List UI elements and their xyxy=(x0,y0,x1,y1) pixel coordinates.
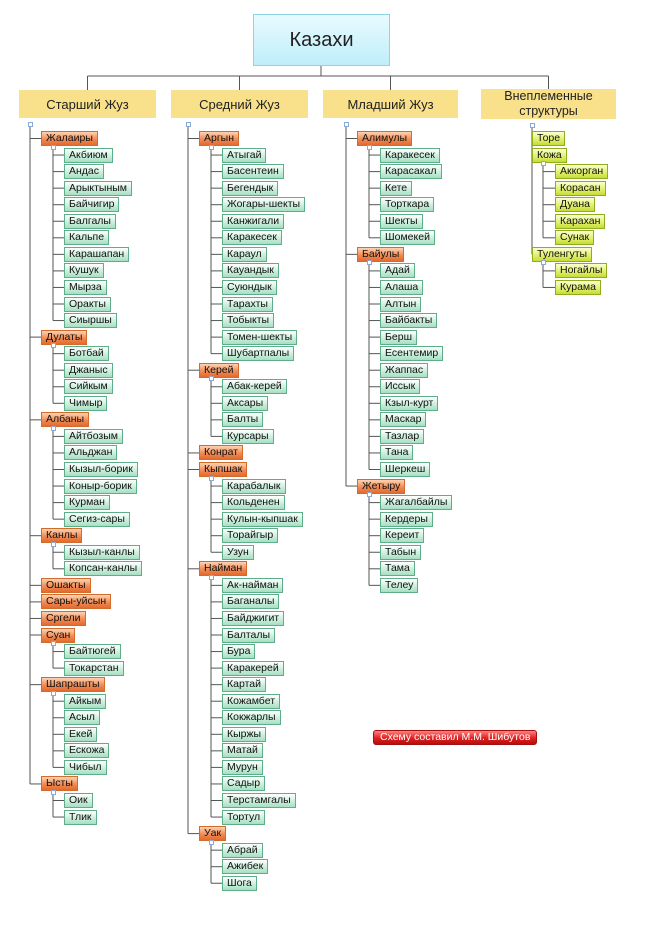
subclan-node: Байбакты xyxy=(380,313,437,328)
zhuz-header: Старший Жуз xyxy=(19,90,156,118)
subclan-node: Кожамбет xyxy=(222,694,280,709)
subclan-node: Аксары xyxy=(222,396,268,411)
collapse-toggle-icon[interactable] xyxy=(51,343,56,348)
collapse-toggle-icon[interactable] xyxy=(186,122,191,127)
clan-node: Конрат xyxy=(199,445,243,460)
clan-node: Шапрашты xyxy=(41,677,105,692)
subclan-node: Алаша xyxy=(380,280,423,295)
subclan-node: Балгалы xyxy=(64,214,116,229)
subclan-node: Кыржы xyxy=(222,727,266,742)
clan-node: Жетыру xyxy=(357,479,405,494)
collapse-toggle-icon[interactable] xyxy=(51,691,56,696)
subclan-node: Узун xyxy=(222,545,254,560)
zhuz-header: Средний Жуз xyxy=(171,90,308,118)
clan-node: Керей xyxy=(199,363,239,378)
subclan-node: Айкым xyxy=(64,694,106,709)
subclan-node: Балталы xyxy=(222,628,275,643)
subclan-node: Карахан xyxy=(555,214,605,229)
subclan-node: Баганалы xyxy=(222,594,279,609)
subclan-node: Мырза xyxy=(64,280,107,295)
subclan-node: Оик xyxy=(64,793,93,808)
subclan-node: Кальпе xyxy=(64,230,109,245)
author-label: Схему составил М.М. Шибутов xyxy=(373,730,537,745)
subclan-node: Сийкым xyxy=(64,379,113,394)
collapse-toggle-icon[interactable] xyxy=(209,575,214,580)
subclan-node: Курсары xyxy=(222,429,274,444)
subclan-node: Басентеин xyxy=(222,164,284,179)
subclan-node: Каракесек xyxy=(380,148,440,163)
subclan-node: Тортул xyxy=(222,810,265,825)
subclan-node: Аккорган xyxy=(555,164,608,179)
subclan-node: Айтбозым xyxy=(64,429,123,444)
subclan-node: Ескожа xyxy=(64,743,109,758)
subclan-node: Телеу xyxy=(380,578,418,593)
subclan-node: Кушук xyxy=(64,263,104,278)
subclan-node: Кольденен xyxy=(222,495,285,510)
collapse-toggle-icon[interactable] xyxy=(51,641,56,646)
subclan-node: Бегендык xyxy=(222,181,278,196)
clan-node: Торе xyxy=(532,131,565,146)
subclan-node: Коныр-борик xyxy=(64,479,137,494)
collapse-toggle-icon[interactable] xyxy=(209,840,214,845)
clan-node: Уак xyxy=(199,826,226,841)
subclan-node: Курман xyxy=(64,495,110,510)
collapse-toggle-icon[interactable] xyxy=(51,542,56,547)
clan-node: Канлы xyxy=(41,528,82,543)
collapse-toggle-icon[interactable] xyxy=(51,790,56,795)
subclan-node: Картай xyxy=(222,677,266,692)
subclan-node: Томен-шекты xyxy=(222,330,297,345)
subclan-node: Каракесек xyxy=(222,230,282,245)
subclan-node: Торайгыр xyxy=(222,528,278,543)
subclan-node: Курама xyxy=(555,280,601,295)
clan-node: Ошакты xyxy=(41,578,91,593)
subclan-node: Жогары-шекты xyxy=(222,197,305,212)
subclan-node: Атыгай xyxy=(222,148,266,163)
collapse-toggle-icon[interactable] xyxy=(51,426,56,431)
subclan-node: Андас xyxy=(64,164,104,179)
clan-node: Ысты xyxy=(41,776,78,791)
subclan-node: Абрай xyxy=(222,843,263,858)
subclan-node: Терстамгалы xyxy=(222,793,296,808)
subclan-node: Байчигир xyxy=(64,197,119,212)
subclan-node: Шеркеш xyxy=(380,462,430,477)
subclan-node: Садыр xyxy=(222,776,265,791)
subclan-node: Ажибек xyxy=(222,859,268,874)
subclan-node: Оракты xyxy=(64,297,111,312)
subclan-node: Шога xyxy=(222,876,257,891)
subclan-node: Тазлар xyxy=(380,429,424,444)
subclan-node: Суюндык xyxy=(222,280,277,295)
collapse-toggle-icon[interactable] xyxy=(209,476,214,481)
subclan-node: Сунак xyxy=(555,230,594,245)
subclan-node: Кауандык xyxy=(222,263,279,278)
subclan-node: Копсан-канлы xyxy=(64,561,142,576)
clan-node: Сары-уйсын xyxy=(41,594,111,609)
subclan-node: Кызыл-борик xyxy=(64,462,138,477)
clan-node: Туленгуты xyxy=(532,247,592,262)
subclan-node: Карашапан xyxy=(64,247,129,262)
subclan-node: Кокжарлы xyxy=(222,710,281,725)
subclan-node: Шубартпалы xyxy=(222,346,294,361)
subclan-node: Берш xyxy=(380,330,417,345)
subclan-node: Есентемир xyxy=(380,346,443,361)
subclan-node: Шекты xyxy=(380,214,423,229)
subclan-node: Тана xyxy=(380,445,413,460)
subclan-node: Ак-найман xyxy=(222,578,283,593)
subclan-node: Адай xyxy=(380,263,415,278)
subclan-node: Альджан xyxy=(64,445,117,460)
subclan-node: Бура xyxy=(222,644,255,659)
subclan-node: Балты xyxy=(222,412,263,427)
subclan-node: Байтюгей xyxy=(64,644,121,659)
subclan-node: Асыл xyxy=(64,710,100,725)
subclan-node: Мурун xyxy=(222,760,263,775)
collapse-toggle-icon[interactable] xyxy=(541,161,546,166)
collapse-toggle-icon[interactable] xyxy=(51,145,56,150)
collapse-toggle-icon[interactable] xyxy=(541,260,546,265)
subclan-node: Ногайлы xyxy=(555,263,607,278)
subclan-node: Табын xyxy=(380,545,421,560)
root-node: Казахи xyxy=(253,14,390,66)
clan-node: Жалаиры xyxy=(41,131,98,146)
subclan-node: Джаныс xyxy=(64,363,113,378)
collapse-toggle-icon[interactable] xyxy=(367,492,372,497)
subclan-node: Арыктыным xyxy=(64,181,132,196)
subclan-node: Екей xyxy=(64,727,97,742)
subclan-node: Шомекей xyxy=(380,230,435,245)
collapse-toggle-icon[interactable] xyxy=(209,376,214,381)
subclan-node: Жагалбайлы xyxy=(380,495,452,510)
subclan-node: Сиыршы xyxy=(64,313,117,328)
subclan-node: Карабалык xyxy=(222,479,286,494)
subclan-node: Карасакал xyxy=(380,164,442,179)
subclan-node: Корасан xyxy=(555,181,606,196)
collapse-toggle-icon[interactable] xyxy=(530,123,535,128)
subclan-node: Кзыл-курт xyxy=(380,396,438,411)
collapse-toggle-icon[interactable] xyxy=(367,260,372,265)
clan-node: Суан xyxy=(41,628,75,643)
subclan-node: Иссык xyxy=(380,379,420,394)
subclan-node: Канжигали xyxy=(222,214,284,229)
subclan-node: Жаппас xyxy=(380,363,428,378)
subclan-node: Токарстан xyxy=(64,661,124,676)
clan-node: Кожа xyxy=(532,148,567,163)
subclan-node: Абак-керей xyxy=(222,379,287,394)
zhuz-header: Внеплеменные структуры xyxy=(481,89,616,119)
collapse-toggle-icon[interactable] xyxy=(209,145,214,150)
clan-node: Кыпшак xyxy=(199,462,247,477)
subclan-node: Кете xyxy=(380,181,412,196)
subclan-node: Чимыр xyxy=(64,396,107,411)
subclan-node: Тлик xyxy=(64,810,97,825)
clan-node: Найман xyxy=(199,561,247,576)
subclan-node: Ботбай xyxy=(64,346,109,361)
subclan-node: Тама xyxy=(380,561,415,576)
subclan-node: Караул xyxy=(222,247,267,262)
subclan-node: Каракерей xyxy=(222,661,284,676)
clan-node: Алимулы xyxy=(357,131,412,146)
subclan-node: Тарахты xyxy=(222,297,273,312)
subclan-node: Кызыл-канлы xyxy=(64,545,140,560)
clan-node: Сргели xyxy=(41,611,86,626)
zhuz-header: Младший Жуз xyxy=(323,90,458,118)
clan-node: Байулы xyxy=(357,247,404,262)
subclan-node: Торткара xyxy=(380,197,434,212)
clan-node: Албаны xyxy=(41,412,89,427)
subclan-node: Кереит xyxy=(380,528,424,543)
clan-node: Дулаты xyxy=(41,330,87,345)
subclan-node: Матай xyxy=(222,743,263,758)
collapse-toggle-icon[interactable] xyxy=(28,122,33,127)
clan-node: Аргын xyxy=(199,131,239,146)
subclan-node: Тобыкты xyxy=(222,313,274,328)
subclan-node: Кердеры xyxy=(380,512,433,527)
subclan-node: Байджигит xyxy=(222,611,284,626)
collapse-toggle-icon[interactable] xyxy=(367,145,372,150)
subclan-node: Чибыл xyxy=(64,760,107,775)
subclan-node: Дуана xyxy=(555,197,595,212)
subclan-node: Кулын-кыпшак xyxy=(222,512,303,527)
collapse-toggle-icon[interactable] xyxy=(344,122,349,127)
subclan-node: Акбиюм xyxy=(64,148,113,163)
subclan-node: Маскар xyxy=(380,412,426,427)
subclan-node: Алтын xyxy=(380,297,421,312)
subclan-node: Сегиз-сары xyxy=(64,512,130,527)
